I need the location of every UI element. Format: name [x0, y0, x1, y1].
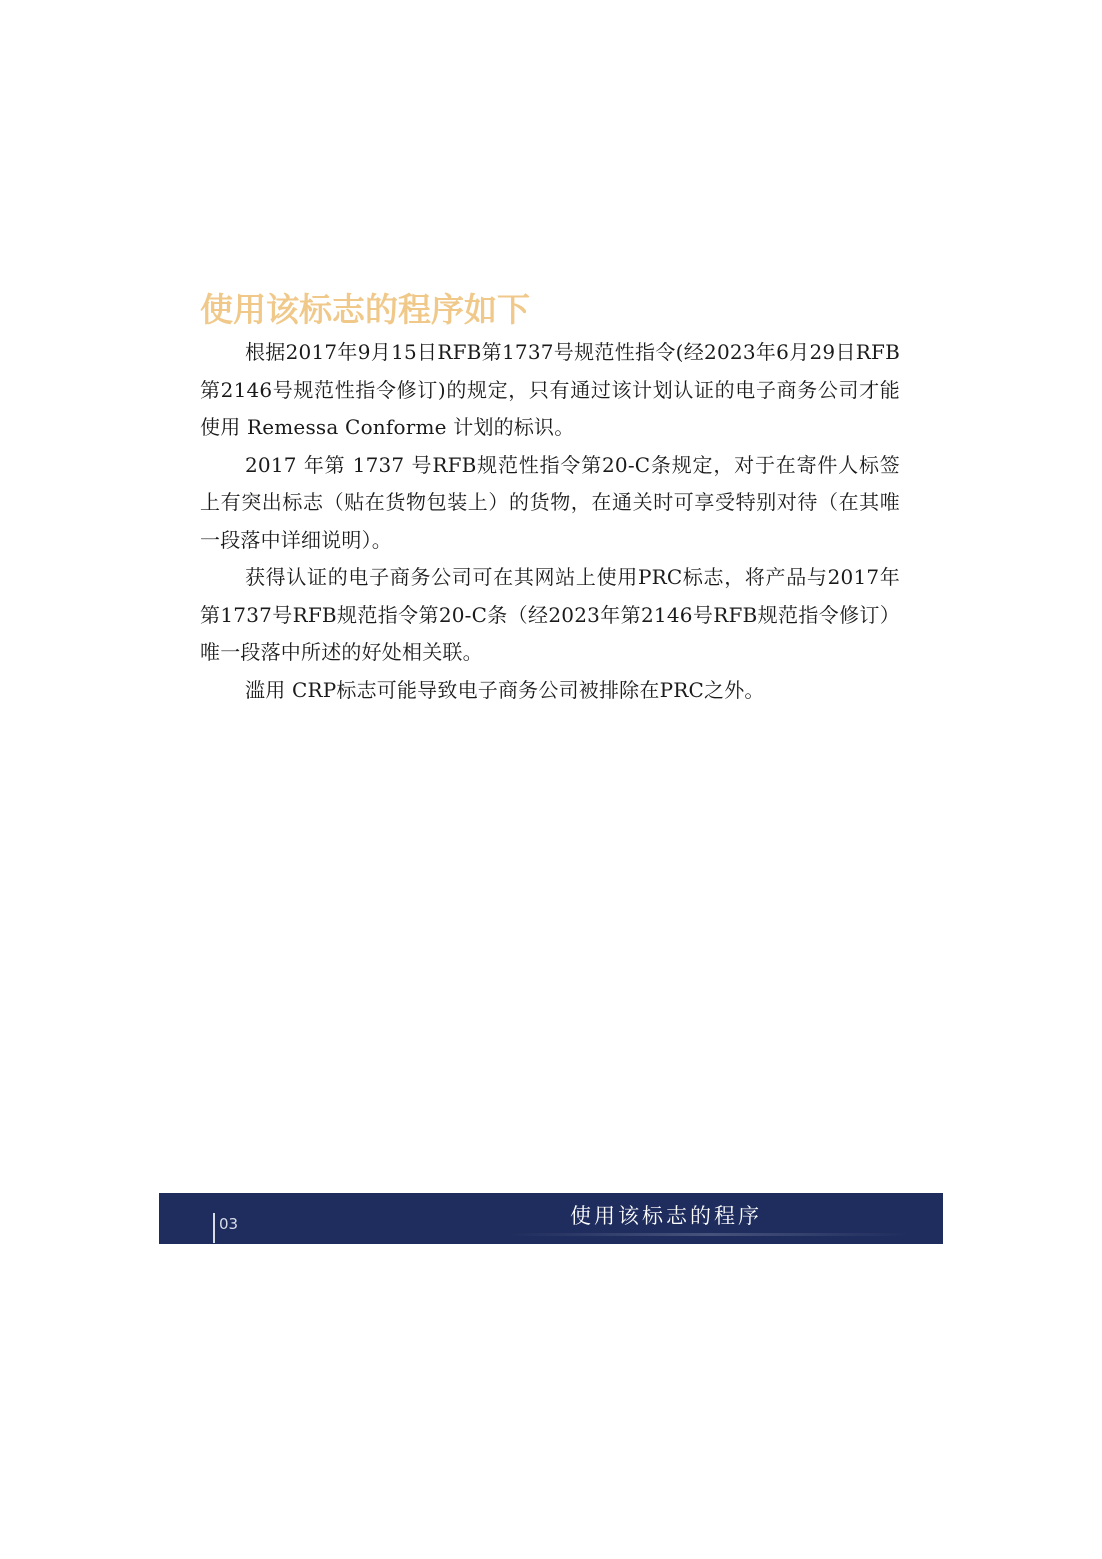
- paragraph-4: 滥用 CRP标志可能导致电子商务公司被排除在PRC之外。: [245, 677, 765, 702]
- main-content: [200, 288, 900, 709]
- footer-divider: [213, 1213, 215, 1243]
- footer-title: 使用该标志的程序: [570, 1204, 762, 1228]
- paragraph-3: 获得认证的电子商务公司可在其网站上使用PRC标志，将产品与2017年第1737号RFB规范指令第20-C条（经2023年第2146号RFB规范指令修订）唯一段落中所述的好处相关联。: [200, 565, 900, 664]
- footer-decoration: [509, 1233, 909, 1236]
- paragraph-1: 根据2017年9月15日RFB第1737号规范性指令(经2023年6月29日RFB第2146号规范性指令修订)的规定，只有通过该计划认证的电子商务公司才能使用 Remessa Conforme 计划的标识。: [200, 340, 900, 439]
- footer-bar: [159, 1193, 943, 1244]
- paragraph-2: 2017 年第 1737 号RFB规范性指令第20-C条规定，对于在寄件人标签上有突出标志（贴在货物包装上）的货物，在通关时可享受特别对待（在其唯一段落中详细说明）。: [200, 452, 900, 552]
- page-number: 03: [219, 1215, 239, 1233]
- section-heading: 使用该标志的程序如下: [200, 290, 530, 329]
